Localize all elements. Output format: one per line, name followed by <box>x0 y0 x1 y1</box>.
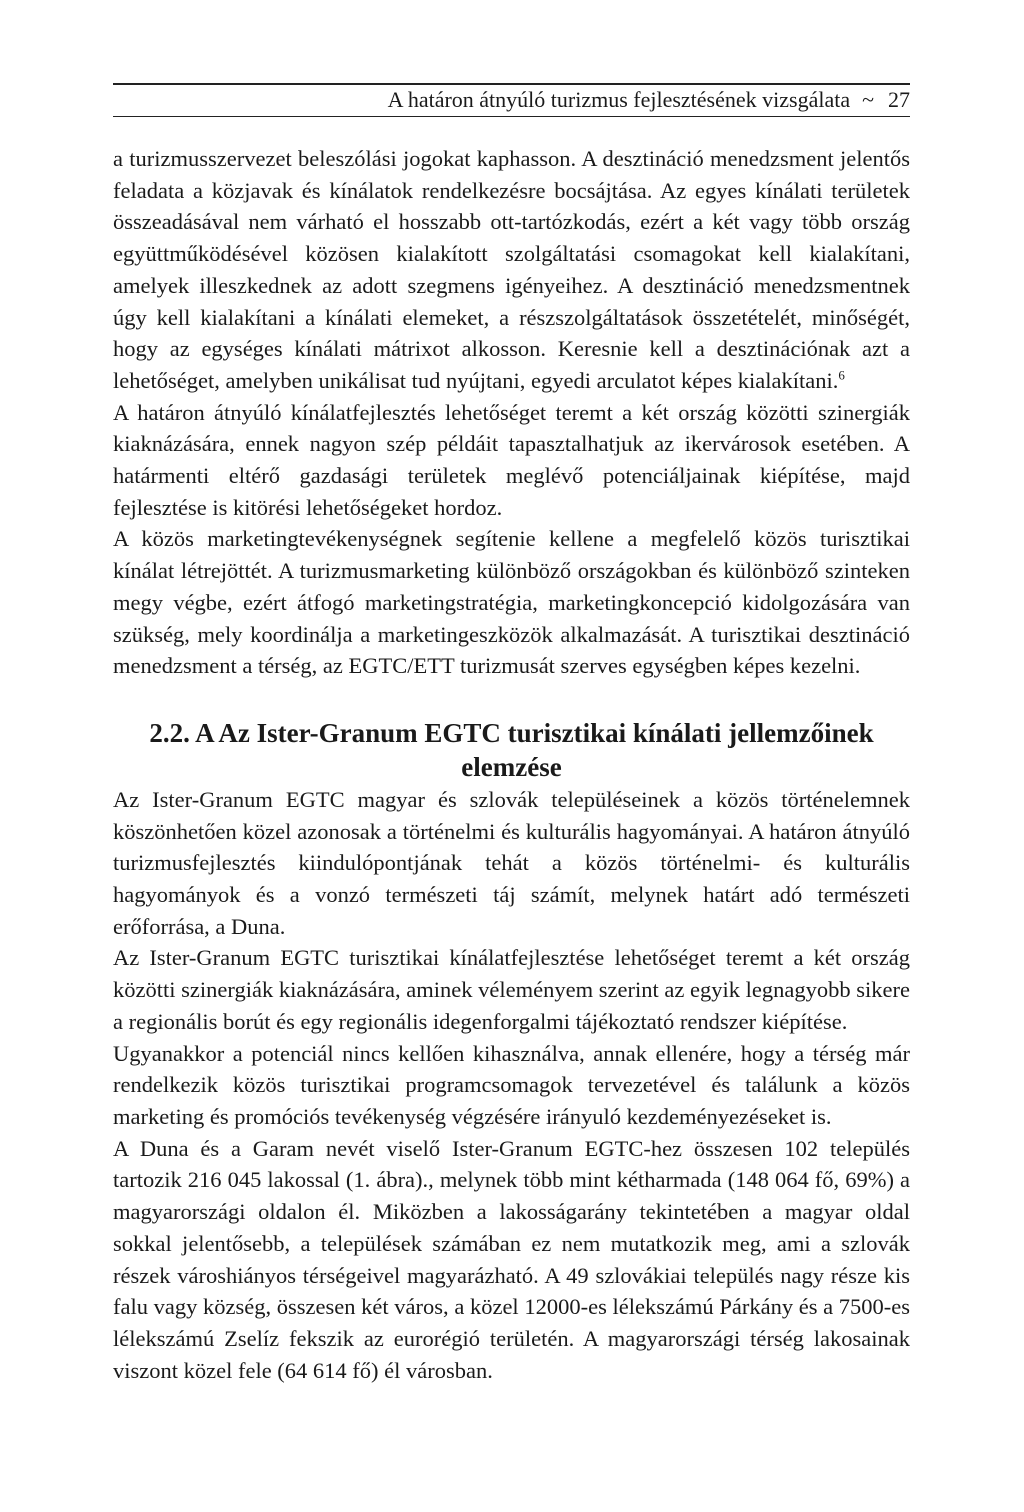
page-body <box>113 143 910 1386</box>
body-paragraph: A Duna és a Garam nevét viselő Ister-Granum EGTC-hez összesen 102 település tartozik 216 045 lakossal (1. ábra)., melynek több mint kétharmada (148 064 fő, 69%) a magyarországi oldalon él. Miközben a lakosságarány tekintetében a magyar oldal sokkal jelentősebb, a települések számában ez nem mutatkozik meg, ami a szlovák részek városhiányos térségeivel magyarázható. A 49 szlovákiai település nagy része kis falu vagy község, összesen két város, a közel 12000-es lélekszámú Párkány és a 7500-es lélekszámú Zselíz fekszik az eurorégió területén. A magyarországi térség lakosainak viszont közel fele (64 614 fő) él városban. <box>113 1135 910 1383</box>
section-heading: 2.2. A Az Ister-Granum EGTC turisztikai kínálati jellemzőinek elemzése <box>149 717 874 782</box>
page-number: 27 <box>888 87 910 112</box>
paragraph-text: a turizmusszervezet beleszólási jogokat kaphasson. A desztináció menedzsment jelentős feladata a közjavak és kínálatok rendelkezésre bocsájtása. Az egyes kínálati területek összeadásával nem várható el hosszabb ott-tartózkodás, ezért a két vagy több ország együttműködésével közösen kialakított szolgáltatási csomagokat kell kialakítani, amelyek illeszkednek az adott szegmens igényeihez. A desztináció menedzsmentnek úgy kell kialakítani a kínálati elemeket, a részszolgáltatások összetételét, minőségét, hogy az egységes kínálati mátrixot alkosson. Keresnie kell a desztinációnak azt a lehetőséget, amelyben unikálisat tud nyújtani, egyedi arculatot képes kialakítani. <box>113 146 910 393</box>
footnote-marker: 6 <box>838 367 845 383</box>
body-paragraph: Az Ister-Granum EGTC turisztikai kínálatfejlesztése lehetőséget teremt a két ország közötti szinergiák kiaknázására, aminek véleményem szerint az egyik legnagyobb sikere a regionális borút és egy regionális idegenforgalmi tájékoztató rendszer kiépítése. <box>113 945 910 1034</box>
body-paragraph: Az Ister-Granum EGTC magyar és szlovák településeinek a közös történelemnek köszönhetően közel azonosak a történelmi és kulturális hagyományai. A határon átnyúló turizmusfejlesztés kiindulópontjának tehát a közös történelmi- és kulturális hagyományok és a vonzó természeti táj számít, melynek határt adó természeti erőforrása, a Duna. <box>113 786 910 939</box>
running-header <box>113 83 910 117</box>
running-title: A határon átnyúló turizmus fejlesztésének vizsgálata <box>387 87 851 112</box>
body-paragraph: Ugyanakkor a potenciál nincs kellően kihasználva, annak ellenére, hogy a térség már rendelkezik közös turisztikai programcsomagok tervezetével és találunk a közös marketing és promóciós tevékenység végzésére irányuló kezdeményezéseket is. <box>113 1040 910 1129</box>
body-paragraph: A határon átnyúló kínálatfejlesztés lehetőséget teremt a két ország közötti szinergiák kiaknázására, ennek nagyon szép példáit tapasztalhatjuk az ikervárosok esetében. A határmenti eltérő gazdasági területek meglévő potenciáljainak kiépítése, majd fejlesztése is kitörési lehetőségeket hordoz. <box>113 399 910 520</box>
body-paragraph <box>113 143 910 397</box>
body-paragraph: A közös marketingtevékenységnek segítenie kellene a megfelelő közös turisztikai kínálat létrejöttét. A turizmusmarketing különböző országokban és különböző szinteken megy végbe, ezért átfogó marketingstratégia, marketingkoncepció kidolgozására van szükség, mely koordinálja a marketingeszközök alkalmazását. A turisztikai desztináció menedzsment a térség, az EGTC/ETT turizmusát szerves egységben képes kezelni. <box>113 526 910 679</box>
header-separator: ~ <box>862 87 874 112</box>
